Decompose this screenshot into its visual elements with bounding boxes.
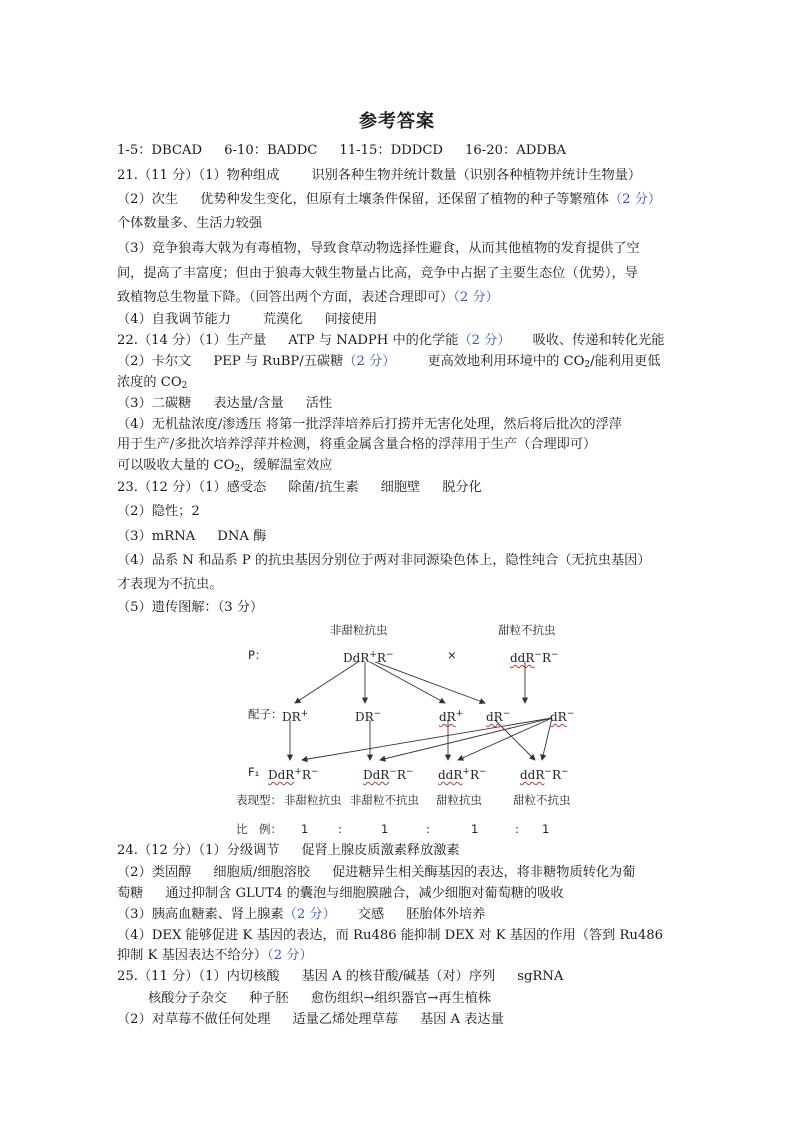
parent1-genotype: DdR+R− [343, 650, 394, 665]
q21-line-1: 21.（11 分）（1）物种组成 识别各种生物并统计数量（识别各种植物并统计生物量） [117, 168, 642, 183]
ratio-sep-1: : [338, 822, 342, 836]
q22-line-7: 可以吸收大量的 $CO_2$，缓解温室效应 [117, 458, 333, 474]
q22-line-3: 浓度的 $CO_2$ [117, 375, 188, 391]
q22-line-6: 用于生产/多批次培养浮萍并检测，将重金属含量合格的浮萍用于生产（合理即可） [117, 437, 597, 452]
q21-line-6: 致植物总生物量下降。（回答出两个方面，表述合理即可）（2 分） [117, 290, 499, 305]
q23-line-5: 才表现为不抗虫。 [117, 577, 223, 592]
q22-line-5: （4）无机盐浓度/渗透压 将第一批浮萍培养后打捞并无害化处理，然后将后批次的浮萍 [117, 417, 622, 432]
mcq-answers: 1-5：DBCAD 6-10：BADDC 11-15：DDDCD 16-20：ADDBA [117, 143, 567, 158]
q24-line-4: （3）胰高血糖素、肾上腺素（2 分） 交感 胚胎体外培养 [117, 907, 486, 922]
gamete-label: 配子： [248, 707, 283, 721]
q25-line-3: （2）对草莓不做任何处理 适量乙烯处理草莓 基因 A 表达量 [117, 1012, 504, 1027]
ratio-label: 比 例： [236, 822, 282, 836]
q22-line-1: 22.（14 分）（1）生产量 ATP 与 NADPH 中的化学能（2 分） 吸收、传递和转化光能 [117, 333, 665, 348]
q22-line-2: （2）卡尔文 PEP 与 RuBP/五碳糖（2 分） 更高效地利用环境中的 $CO_2/$能利用更低 [117, 354, 661, 370]
phenotype-label: 表现型： [236, 793, 282, 807]
phenotype-1: 非甜粒抗虫 [284, 793, 342, 807]
page-title: 参考答案 [359, 111, 435, 132]
q25-line-2: 核酸分子杂交 种子胚 愈伤组织→组织器官→再生植株 [148, 991, 492, 1006]
gamete-4: dR− [486, 709, 511, 724]
q24-line-2: （2）类固醇 细胞质/细胞溶胶 促进糖异生相关酶基因的表达，将非糖物质转化为葡 [117, 865, 636, 880]
q23-line-4: （4）品系 N 和品系 P 的抗虫基因分别位于两对非同源染色体上，隐性纯合（无抗虫基因） [117, 553, 651, 568]
q24-line-6: 抑制 K 基因表达不给分）（2 分） [117, 948, 313, 963]
q22-line-4: （3）二碳糖 表达量/含量 活性 [117, 396, 333, 411]
ratio-1: 1 [301, 822, 309, 836]
f1-genotype-3: ddR+R− [438, 767, 487, 782]
parent2-label: 甜粒不抗虫 [498, 623, 556, 637]
parent2-genotype: ddR−R− [510, 650, 559, 665]
p-label: P： [248, 648, 267, 662]
ratio-sep-3: : [515, 822, 519, 836]
q24-line-5: （4）DEX 能够促进 K 基因的表达，而 Ru486 能抑制 DEX 对 K 基因的作用（答到 Ru486 [117, 928, 664, 943]
f1-genotype-2: DdR−R− [363, 767, 414, 782]
phenotype-4: 甜粒不抗虫 [513, 793, 571, 807]
gamete-2: DR− [355, 709, 382, 724]
q21-line-2: （2）次生 优势种发生变化，但原有土壤条件保留，还保留了植物的种子等繁殖体（2 分） [117, 192, 662, 207]
q21-line-5: 间，提高了丰富度；但由于狼毒大戟生物量占比高，竞争中占据了主要生态位（优势），导 [117, 266, 638, 281]
gamete-3: dR+ [439, 709, 464, 724]
q24-line-1: 24.（12 分）（1）分级调节 促肾上腺皮质激素释放激素 [117, 843, 460, 858]
f1-label: F₁ [248, 765, 260, 779]
q25-line-1: 25.（11 分）（1）内切核酸 基因 A 的核苷酸/碱基（对）序列 sgRNA [117, 969, 564, 984]
gamete-5: dR− [550, 709, 575, 724]
f1-genotype-4: ddR−R− [520, 767, 569, 782]
q23-line-6: （5）遗传图解：（3 分） [117, 600, 264, 615]
ratio-sep-2: : [426, 822, 430, 836]
ratio-3: 1 [471, 822, 479, 836]
phenotype-3: 甜粒抗虫 [436, 793, 482, 807]
q23-line-2: （2）隐性；2 [117, 504, 200, 519]
q21-line-7: （4）自我调节能力 荒漠化 间接使用 [117, 312, 378, 327]
genetic-diagram [230, 615, 590, 840]
parent1-label: 非甜粒抗虫 [330, 623, 388, 637]
ratio-2: 1 [381, 822, 389, 836]
q21-line-3: 个体数量多、生活力较强 [117, 216, 263, 231]
phenotype-2: 非甜粒不抗虫 [350, 793, 419, 807]
q23-line-3: （3）mRNA DNA 酶 [117, 529, 267, 544]
f1-genotype-1: DdR+R− [268, 767, 319, 782]
ratio-4: 1 [542, 822, 550, 836]
cross-symbol: × [447, 648, 457, 662]
gamete-1: DR+ [282, 709, 309, 724]
q23-line-1: 23.（12 分）（1）感受态 除菌/抗生素 细胞壁 脱分化 [117, 480, 482, 495]
q24-line-3: 萄糖 通过抑制含 GLUT4 的囊泡与细胞膜融合，减少细胞对葡萄糖的吸收 [117, 886, 564, 901]
q21-line-4: （3）竞争狼毒大戟为有毒植物，导致食草动物选择性避食，从而其他植物的发育提供了空 [117, 241, 640, 256]
